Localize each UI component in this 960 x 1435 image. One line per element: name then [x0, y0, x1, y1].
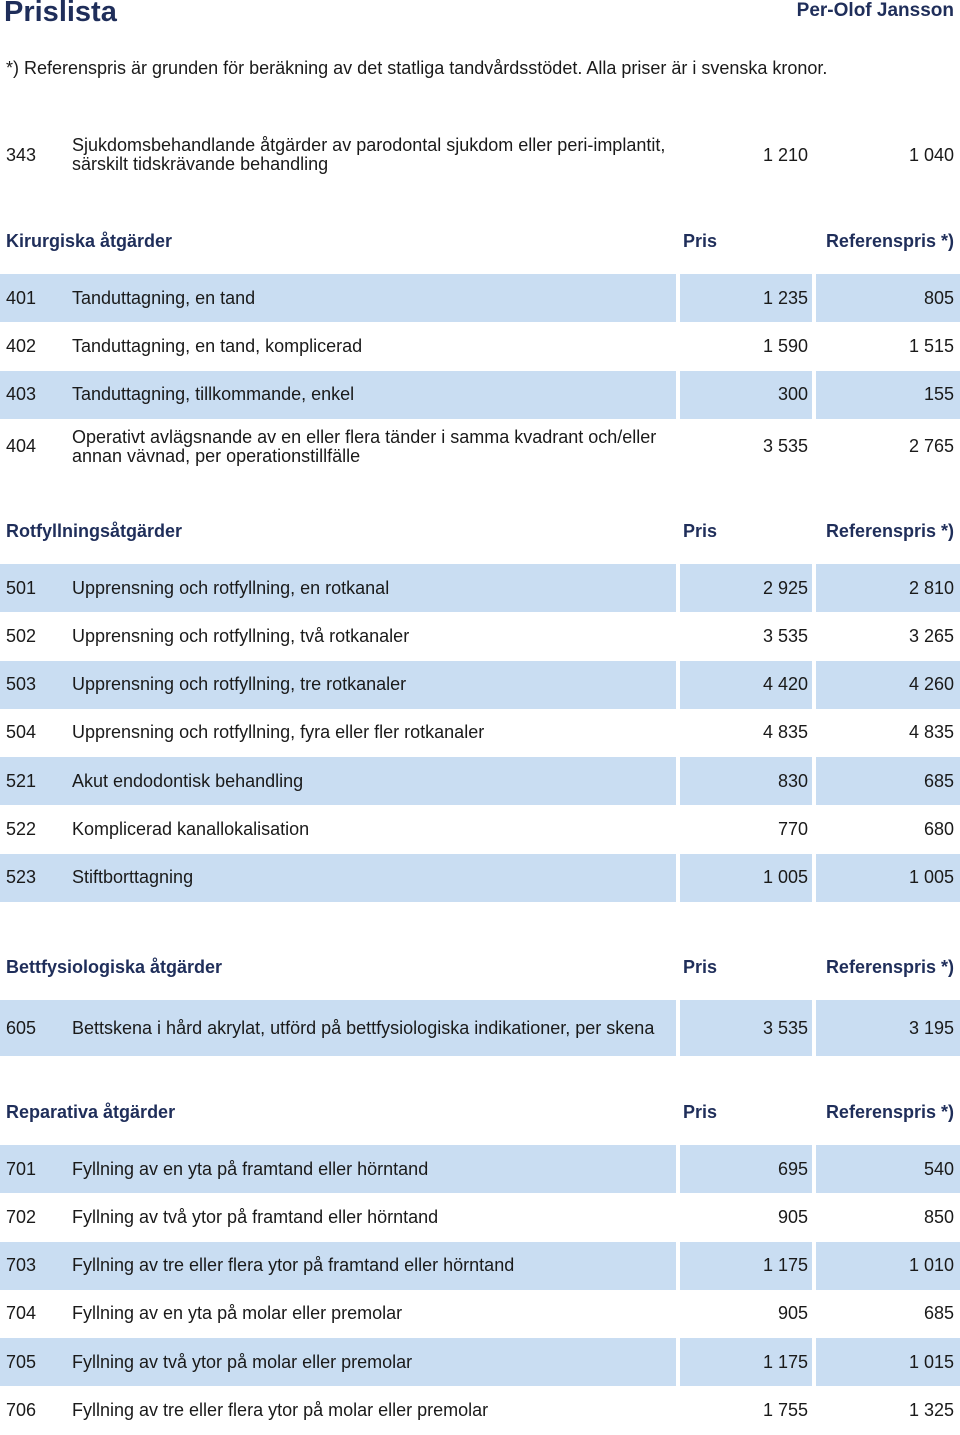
table-row — [0, 564, 960, 612]
row-description: Fyllning av tre eller flera ytor på framtand eller hörntand — [72, 1255, 515, 1276]
row-code: 503 — [0, 661, 676, 709]
row-price: 300 — [680, 371, 812, 419]
row-reference-price: 4 260 — [816, 661, 960, 709]
row-code: 702 — [6, 1206, 37, 1227]
row-description: Operativt avlägsnande av en eller flera tänder i samma kvadrant och/eller annan vävnad, per operationstillfälle — [72, 426, 657, 466]
table-row — [0, 1000, 960, 1056]
row-code: 522 — [6, 819, 37, 839]
table-row — [0, 709, 960, 757]
row-price: 770 — [777, 819, 808, 839]
table-row — [0, 1387, 960, 1435]
row-reference-price: 680 — [923, 819, 954, 839]
row-reference-price: 1 005 — [816, 854, 960, 902]
row-code: 404 — [6, 436, 37, 457]
row-code: 706 — [6, 1400, 37, 1420]
row-description: Fyllning av två ytor på framtand eller hörntand — [72, 1206, 439, 1227]
row-description: Fyllning av en yta på molar eller premolar — [72, 1303, 403, 1324]
row-reference-price: 1 040 — [908, 144, 954, 165]
table-row — [0, 612, 960, 660]
row-price: 1 210 — [762, 144, 808, 165]
table-row — [0, 1290, 960, 1338]
section-header — [0, 953, 960, 983]
row-reference-price: 850 — [923, 1206, 954, 1227]
row-reference-price: 805 — [816, 274, 960, 322]
row-price: 905 — [777, 1206, 808, 1227]
table-row — [0, 1338, 960, 1386]
row-reference-price: 3 265 — [908, 625, 954, 646]
row-description: Komplicerad kanallokalisation — [72, 819, 310, 839]
table-row — [0, 322, 960, 370]
row-description: Upprensning och rotfyllning, en rotkanal — [72, 577, 390, 598]
row-description: Upprensning och rotfyllning, tre rotkanaler — [72, 674, 407, 695]
row-description: Fyllning av en yta på framtand eller hörntand — [72, 1158, 429, 1179]
table-row — [0, 806, 960, 854]
table-row — [0, 854, 960, 902]
author-name: Per-Olof Jansson — [796, 0, 954, 21]
row-description: Tanduttagning, tillkommande, enkel — [72, 384, 355, 405]
row-code: 521 — [0, 757, 676, 805]
column-header-price: Pris — [683, 521, 718, 541]
table-row — [0, 419, 960, 475]
row-description: Bettskena i hård akrylat, utförd på bettfysiologiska indikationer, per skena — [72, 1017, 655, 1038]
row-price: 3 535 — [762, 436, 808, 457]
row-reference-price: 1 010 — [816, 1242, 960, 1290]
section-title: Bettfysiologiska åtgärder — [6, 957, 223, 977]
row-description: Tanduttagning, en tand, komplicerad — [72, 335, 363, 356]
column-header-reference: Referenspris *) — [825, 521, 954, 541]
row-description: Fyllning av tre eller flera ytor på molar eller premolar — [72, 1400, 489, 1420]
row-code: 501 — [0, 564, 676, 612]
row-reference-price: 1 015 — [816, 1338, 960, 1386]
section-header — [0, 1098, 960, 1128]
column-header-reference: Referenspris *) — [825, 231, 954, 251]
reference-price-note: *) Referenspris är grunden för beräkning av det statliga tandvårdsstödet. Alla priser är i svenska kronor. — [6, 58, 828, 78]
row-price: 1 175 — [680, 1338, 812, 1386]
table-row — [0, 127, 960, 183]
row-code: 523 — [0, 854, 676, 902]
row-reference-price: 2 765 — [908, 436, 954, 457]
row-price: 905 — [777, 1303, 808, 1324]
row-price: 4 835 — [762, 722, 808, 743]
row-description: Stiftborttagning — [72, 867, 194, 888]
row-code: 502 — [6, 625, 37, 646]
row-price: 3 535 — [762, 625, 808, 646]
column-header-price: Pris — [683, 231, 718, 251]
row-description: Akut endodontisk behandling — [72, 770, 304, 791]
row-price: 1 235 — [680, 274, 812, 322]
section-header — [0, 517, 960, 547]
row-code: 704 — [6, 1303, 37, 1324]
row-code: 703 — [0, 1242, 676, 1290]
row-code: 402 — [6, 335, 37, 356]
row-code: 401 — [0, 274, 676, 322]
column-header-reference: Referenspris *) — [825, 957, 954, 977]
row-price: 1 755 — [762, 1400, 808, 1420]
table-row — [0, 1145, 960, 1193]
row-price: 3 535 — [680, 1000, 812, 1056]
row-reference-price: 155 — [816, 371, 960, 419]
row-code: 403 — [0, 371, 676, 419]
section-title: Rotfyllningsåtgärder — [6, 521, 183, 541]
table-row — [0, 757, 960, 805]
row-price: 1 005 — [680, 854, 812, 902]
table-row — [0, 371, 960, 419]
row-code: 701 — [0, 1145, 676, 1193]
row-code: 504 — [6, 722, 37, 743]
row-reference-price: 685 — [816, 757, 960, 805]
section-title: Reparativa åtgärder — [6, 1102, 176, 1122]
row-code: 605 — [0, 1000, 676, 1056]
row-reference-price: 540 — [816, 1145, 960, 1193]
row-price: 4 420 — [680, 661, 812, 709]
section-header — [0, 227, 960, 257]
row-description: Tanduttagning, en tand — [72, 287, 256, 308]
row-reference-price: 4 835 — [908, 722, 954, 743]
row-reference-price: 2 810 — [816, 564, 960, 612]
row-price: 1 175 — [680, 1242, 812, 1290]
table-row — [0, 1242, 960, 1290]
column-header-reference: Referenspris *) — [825, 1102, 954, 1122]
row-description: Upprensning och rotfyllning, fyra eller fler rotkanaler — [72, 722, 485, 743]
row-code: 705 — [0, 1338, 676, 1386]
row-price: 695 — [680, 1145, 812, 1193]
table-row — [0, 274, 960, 322]
row-reference-price: 3 195 — [816, 1000, 960, 1056]
row-code: 343 — [6, 144, 37, 165]
column-header-price: Pris — [683, 1102, 718, 1122]
row-reference-price: 1 515 — [908, 335, 954, 356]
row-description: Sjukdomsbehandlande åtgärder av parodontal sjukdom eller peri-implantit, särskilt tidskrävande behandling — [72, 135, 666, 174]
row-reference-price: 685 — [923, 1303, 954, 1324]
column-header-price: Pris — [683, 957, 718, 977]
row-description: Upprensning och rotfyllning, två rotkanaler — [72, 625, 410, 646]
table-row — [0, 661, 960, 709]
section-title: Kirurgiska åtgärder — [6, 231, 173, 251]
row-description: Fyllning av två ytor på molar eller premolar — [72, 1351, 413, 1372]
row-price: 2 925 — [680, 564, 812, 612]
row-price: 1 590 — [762, 335, 808, 356]
table-row — [0, 1193, 960, 1241]
page-title: Prislista — [4, 0, 117, 28]
row-price: 830 — [680, 757, 812, 805]
row-reference-price: 1 325 — [908, 1400, 954, 1420]
